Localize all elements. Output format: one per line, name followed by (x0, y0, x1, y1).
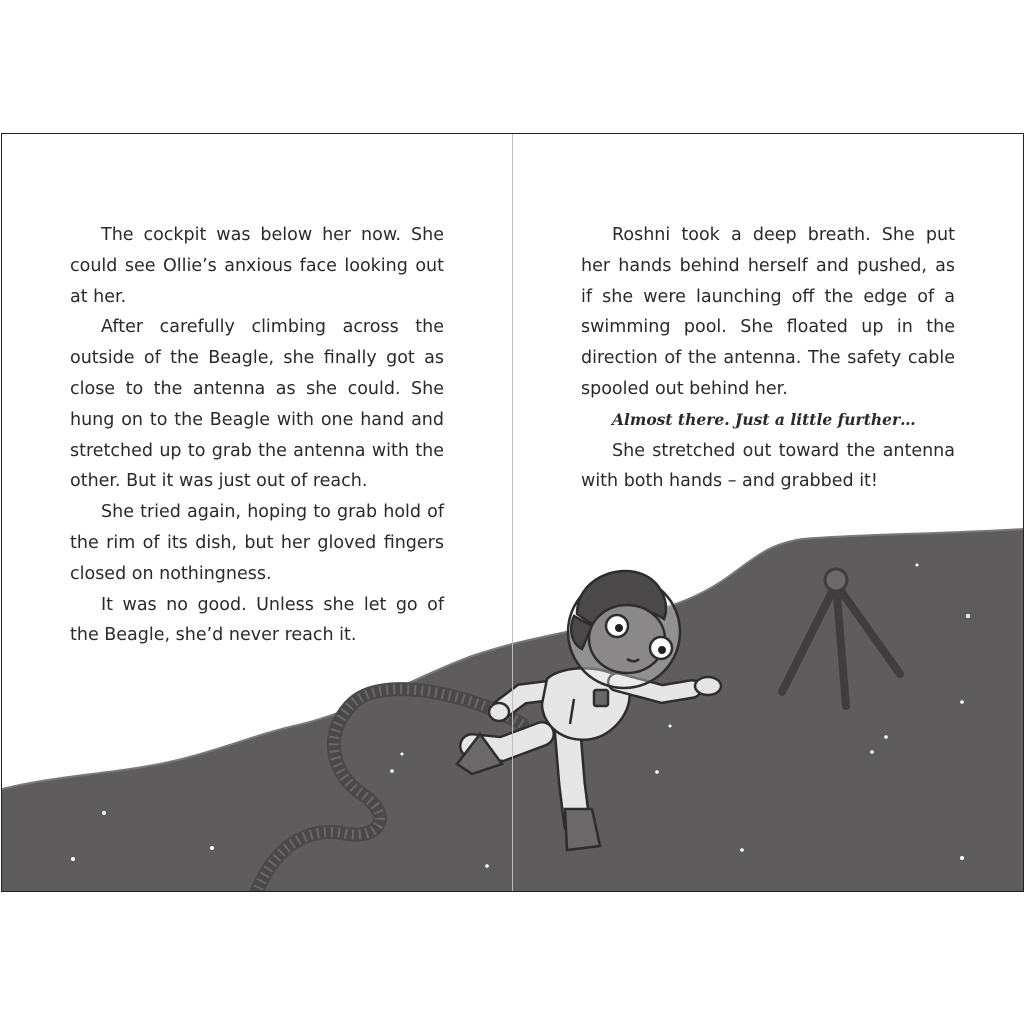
left-paragraph-1: The cockpit was below her now. She could see Ollie’s anxious face looking out at her. (70, 225, 444, 307)
book-spread (1, 133, 1024, 892)
page-gutter (512, 134, 513, 891)
right-paragraph-1: Roshni took a deep breath. She put her hands behind herself and pushed, as if she were launching off the edge of a swimming pool. She floated up in the direction of the antenna. The safety cable spooled out behind her. (581, 225, 955, 399)
right-paragraph-3: She stretched out toward the antenna with both hands – and grabbed it! (581, 440, 955, 492)
left-page-text (70, 220, 444, 651)
right-page-text (581, 220, 955, 497)
antenna-head (825, 569, 847, 591)
left-paragraph-4: It was no good. Unless she let go of the Beagle, she’d never reach it. (70, 594, 444, 646)
left-paragraph-2: After carefully climbing across the outside of the Beagle, she finally got as close to the antenna as she could. She hung on to the Beagle with one hand and stretched up to grab the antenna with the other. But it was just out of reach. (70, 317, 444, 492)
left-paragraph-3: She tried again, hoping to grab hold of the rim of its dish, but her gloved fingers closed on nothingness. (70, 502, 444, 584)
right-paragraph-2-italic: Almost there. Just a little further… (612, 409, 916, 429)
